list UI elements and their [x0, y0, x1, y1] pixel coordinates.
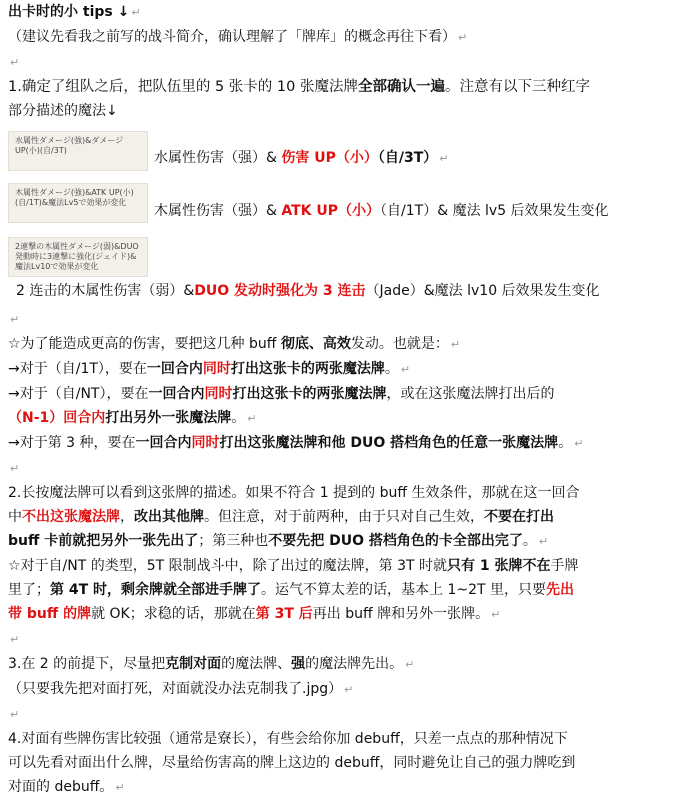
card-desc-duo	[8, 279, 682, 303]
s1-text: 部分描述的魔法↓	[8, 103, 118, 119]
rule-bold: 打出这张卡的两张魔法牌	[230, 361, 385, 377]
blank-line	[8, 456, 682, 481]
rule-line-4	[8, 431, 682, 456]
s2-red: 带 buff 的牌	[8, 606, 92, 622]
s2-red: 第 3T 后	[255, 606, 313, 622]
s2-line-1	[8, 481, 682, 505]
rule-bold: 一回合内	[135, 435, 192, 451]
rule-red: 同时	[202, 361, 231, 377]
paragraph-mark: ↵	[10, 313, 20, 326]
rule-text: ，或在这张魔法牌打出后的	[386, 386, 555, 402]
rule-line-3	[8, 406, 682, 431]
paragraph-mark: ↵	[247, 412, 257, 425]
s2-text: 就 OK；求稳的话，那就在	[91, 606, 256, 622]
rule-text: 。	[231, 410, 246, 426]
s2-text: 。	[522, 533, 537, 549]
card-row-2	[8, 171, 682, 223]
paragraph-mark: ↵	[10, 633, 20, 646]
card-desc-tail: （Jade）&魔法 lv10 后效果发生变化	[365, 283, 600, 299]
paragraph-mark: ↵	[491, 608, 501, 621]
blank-line	[8, 307, 682, 332]
rule-red: （N-1）回合内	[8, 410, 106, 426]
s4-text: 可以先看对面出什么牌，尽量给伤害高的牌上这边的 debuff，同时避免让自己的强力牌吃到	[8, 755, 576, 771]
card-image-water: 水属性ダメージ(強)&ダメージUP(小)(自/3T)	[8, 131, 148, 171]
star-text: 发动。也就是：	[350, 336, 449, 352]
s1-intro-line-1	[8, 75, 682, 99]
paragraph-mark: ↵	[115, 781, 125, 794]
blank-line	[8, 627, 682, 652]
s2-bold: 第 4T 时，剩余牌就全部进手牌了	[50, 582, 262, 598]
s1-bold: 全部确认一遍	[357, 79, 445, 95]
star-text: ☆为了能造成更高的伤害，要把这几种 buff	[8, 336, 281, 352]
rule-bold: 一回合内	[148, 386, 205, 402]
paragraph-mark: ↵	[400, 363, 411, 376]
s3-text: 3.在 2 的前提下，尽量把	[8, 656, 166, 672]
rule-bold: 打出另外一张魔法牌	[105, 410, 232, 426]
card-desc-plain: 2 连击的木属性伤害（弱）&	[16, 283, 195, 299]
card-image-duo: 2連撃の木属性ダメージ(弱)&DUO発動時に3連撃に強化(ジェイド)&魔法Lv10で効果が変化	[8, 237, 148, 277]
s3-line-1	[8, 652, 682, 677]
paragraph-mark: ↵	[10, 56, 20, 69]
s2-text: 。但注意，对于前两种，由于只对自己生效，	[204, 509, 484, 525]
s2-line-5	[8, 578, 682, 602]
s3-text: （只要我先把对面打死，对面就没办法克制我了.jpg）	[8, 681, 343, 697]
paragraph-mark: ↵	[10, 708, 20, 721]
paragraph-mark: ↵	[574, 437, 584, 450]
s3-bold: 强	[291, 656, 306, 672]
s3-bold: 克制对面	[165, 656, 222, 672]
star-line-1	[8, 332, 682, 357]
rule-text: 。	[384, 361, 399, 377]
card-row-1	[8, 123, 682, 171]
s2-red: 先出	[546, 582, 575, 598]
blank-line	[8, 702, 682, 727]
s1-text: 。注意有以下三种红字	[444, 79, 590, 95]
s2-line-4	[8, 554, 682, 578]
card-desc-tail: （自/1T）& 魔法 lv5 后效果发生变化	[380, 203, 609, 219]
s2-text: 里了；	[8, 582, 50, 598]
s2-text: 。运气不算太差的话，基本上 1~2T 里，只要	[261, 582, 547, 598]
paragraph-mark: ↵	[450, 338, 461, 351]
rule-red: 同时	[191, 435, 220, 451]
rule-red: 同时	[204, 386, 233, 402]
card-desc-red: 伤害 UP（小）	[281, 150, 378, 166]
s2-line-3	[8, 529, 682, 554]
card-desc-plain: 木属性伤害（强）&	[154, 203, 282, 219]
s1-text: 1.确定了组队之后，把队伍里的 5 张卡的 10 张魔法牌	[8, 79, 358, 95]
s2-text: 手牌	[550, 558, 579, 574]
card-desc-red: DUO 发动时强化为 3 连击	[194, 283, 366, 299]
s2-text: 2.长按魔法牌可以看到这张牌的描述。如果不符合 1 提到的 buff 生效条件，那就在这一回合	[8, 485, 580, 501]
paragraph-mark: ↵	[458, 31, 468, 44]
rule-bold: 打出这张魔法牌和他 DUO 搭档角色的任意一张魔法牌	[219, 435, 559, 451]
s2-text: ☆对于自/NT 的类型，5T 限制战斗中，除了出过的魔法牌，第 3T 时就	[8, 558, 448, 574]
paragraph-mark: ↵	[344, 683, 354, 696]
s2-text: 中	[8, 509, 22, 525]
rule-line-1	[8, 357, 682, 382]
s2-bold: 不要先把 DUO 搭档角色的卡全部出完了	[268, 533, 523, 549]
s4-line-3	[8, 775, 682, 800]
paragraph-mark: ↵	[405, 658, 415, 671]
rule-text: →对于第 3 种，要在	[8, 435, 136, 451]
card-image-wood: 木属性ダメージ(強)&ATK UP(小)(自/1T)&魔法Lv5で効果が変化	[8, 183, 148, 223]
s4-text: 对面的 debuff。	[8, 779, 114, 795]
doc-title: 出卡时的小 tips ↓	[8, 4, 130, 20]
s2-line-2	[8, 505, 682, 529]
s4-text: 4.对面有些牌伤害比较强（通常是寮长），有些会给你加 debuff，只差一点点的那种情况下	[8, 731, 568, 747]
card-desc-plain: 水属性伤害（强）&	[154, 150, 282, 166]
s2-line-6	[8, 602, 682, 627]
s2-red: 不出这张魔法牌	[22, 509, 120, 525]
paragraph-mark: ↵	[10, 462, 20, 475]
s1-intro-line-2	[8, 99, 682, 123]
s2-bold: 改出其他牌	[134, 509, 204, 525]
card-desc-water	[154, 146, 449, 171]
s3-text: 的魔法牌先出。	[305, 656, 404, 672]
s4-line-1	[8, 727, 682, 751]
s3-text: 的魔法牌、	[221, 656, 292, 672]
doc-subtitle: （建议先看我之前写的战斗简介，确认理解了「牌库」的概念再往下看）	[8, 29, 456, 45]
rule-bold: 打出这张卡的两张魔法牌	[232, 386, 387, 402]
star-bold: 彻底、高效	[280, 336, 351, 352]
rule-text: 。	[558, 435, 573, 451]
s4-line-2	[8, 751, 682, 775]
s3-line-2	[8, 677, 682, 702]
card-row-3	[8, 237, 682, 303]
rule-line-2	[8, 382, 682, 406]
s2-bold: buff 卡前就把另外一张先出了	[8, 533, 199, 549]
rule-text: →对于（自/NT），要在	[8, 386, 149, 402]
card-desc-red: ATK UP（小）	[281, 203, 381, 219]
paragraph-mark: ↵	[538, 535, 549, 548]
doc-title-line	[8, 0, 682, 25]
card-desc-wood	[154, 199, 609, 223]
rule-bold: 一回合内	[146, 361, 203, 377]
paragraph-mark: ↵	[131, 6, 141, 19]
s2-text: 再出 buff 牌和另外一张牌。	[312, 606, 490, 622]
s2-bold: 不要在打出	[484, 509, 554, 525]
s2-bold: 只有 1 张牌不在	[447, 558, 551, 574]
s2-text: ，	[120, 509, 134, 525]
doc-subtitle-line	[8, 25, 682, 50]
blank-line	[8, 50, 682, 75]
paragraph-mark: ↵	[439, 152, 449, 165]
card-desc-tail: （自/3T）	[377, 150, 438, 166]
s2-text: ；第三种也	[198, 533, 269, 549]
rule-text: →对于（自/1T），要在	[8, 361, 147, 377]
